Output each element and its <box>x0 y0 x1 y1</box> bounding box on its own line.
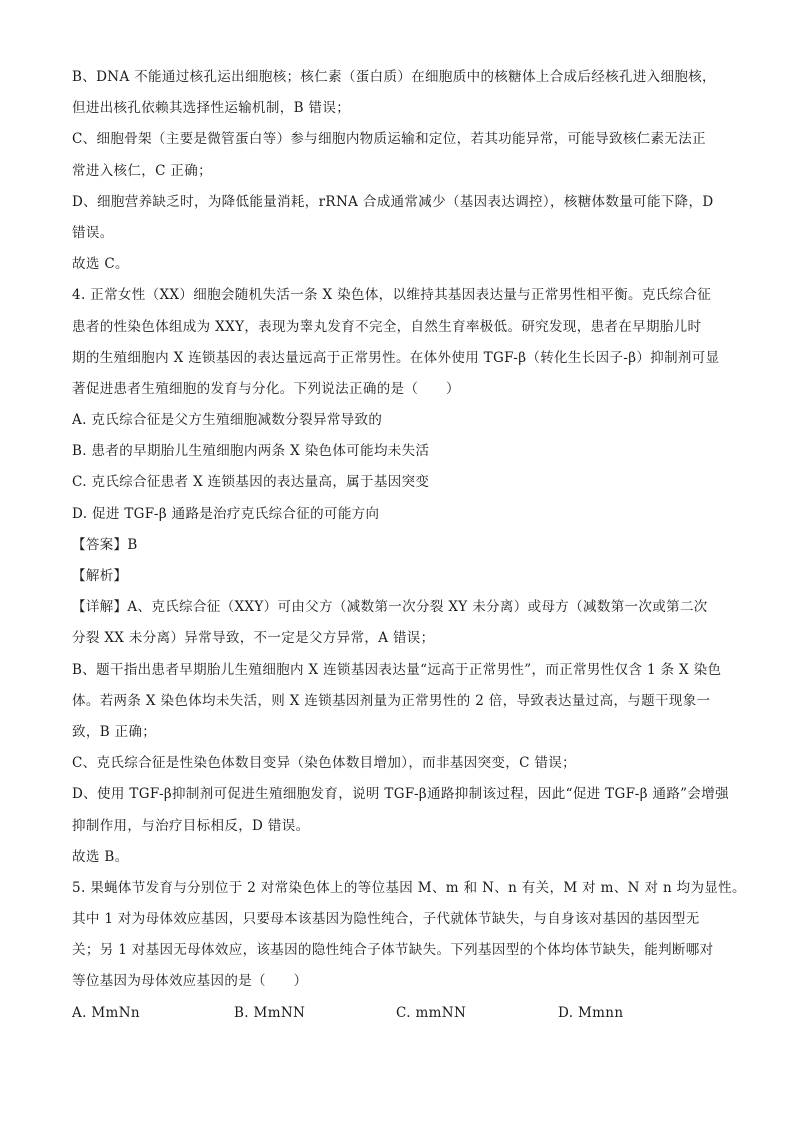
q5-options <box>72 998 722 1029</box>
q5-option-a: A. MmNn <box>72 1004 140 1021</box>
q4-stem-line-1: 4. 正常女性（XX）细胞会随机失活一条 X 染色体，以维持其基因表达量与正常男性相平衡。克氏综合征 <box>72 287 712 304</box>
q5-stem-line-3: 关；另 1 对基因无母体效应，该基因的隐性纯合子体节缺失。下列基因型的个体均体节缺失，能判断哪对 <box>72 942 714 959</box>
q4-option-b: B. 患者的早期胎儿生殖细胞内两条 X 染色体可能均未失活 <box>72 443 430 460</box>
q4-answer <box>72 530 722 561</box>
q4-option-b-explanation-line-3: 致，B 正确； <box>72 723 157 740</box>
q5-option-d: D. Mmnn <box>558 1004 624 1021</box>
answer-value: B <box>127 536 138 553</box>
q4-option-b-explanation-line-2: 体。若两条 X 染色体均未失活，则 X 连锁基因剂量为正常男性的 2 倍，导致表达量过高，与题干现象一 <box>72 692 711 709</box>
q4-detail-line-1 <box>72 592 722 623</box>
q5-option-b: B. MmNN <box>234 1004 306 1021</box>
q3-option-b-explanation-line-2: 但进出核孔依赖其选择性运输机制，B 错误； <box>72 100 351 117</box>
q3-option-b-explanation-line-1: B、DNA 不能通过核孔运出细胞核；核仁素（蛋白质）在细胞质中的核糖体上合成后经核孔进入细胞核， <box>72 69 716 85</box>
q4-option-c-explanation-line-1: C、克氏综合征是性染色体数目变异（染色体数目增加），而非基因突变，C 错误； <box>72 755 576 772</box>
q5-option-c: C. mmNN <box>396 1004 467 1021</box>
q3-option-c-explanation-line-1: C、细胞骨架（主要是微管蛋白等）参与细胞内物质运输和定位，若其功能异常，可能导致核仁素无法正 <box>72 131 706 148</box>
q4-option-a: A. 克氏综合征是父方生殖细胞减数分裂异常导致的 <box>72 412 383 429</box>
q4-option-d-explanation-line-1: D、使用 TGF-β抑制剂可促进生殖细胞发育，说明 TGF-β通路抑制该过程，因此“促进 TGF-β 通路”会增强 <box>72 786 729 803</box>
q4-option-d: D. 促进 TGF-β 通路是治疗克氏综合征的可能方向 <box>72 505 380 522</box>
q4-option-c: C. 克氏综合征患者 X 连锁基因的表达量高，属于基因突变 <box>72 474 430 491</box>
answer-tag: 【答案】 <box>72 536 128 553</box>
q3-option-c-explanation-line-2: 常进入核仁，C 正确； <box>72 162 212 179</box>
q4-conclusion: 故选 B。 <box>72 848 129 865</box>
q4-stem-line-2: 患者的性染色体组成为 XXY，表现为睾丸发育不完全，自然生育率极低。研究发现，患者在早期胎儿时 <box>72 318 702 335</box>
q4-stem-line-3: 期的生殖细胞内 X 连锁基因的表达量远高于正常男性。在体外使用 TGF-β（转化生长因子-β）抑制剂可显 <box>72 349 720 366</box>
q5-stem-line-1: 5. 果蝇体节发育与分别位于 2 对常染色体上的等位基因 M、m 和 N、n 有关，M 对 m、N 对 n 均为显性。 <box>72 879 746 896</box>
detail-tag: 【详解】 <box>72 599 128 616</box>
q4-analysis-heading: 【解析】 <box>72 568 128 584</box>
q3-option-d-explanation-line-2: 错误。 <box>72 224 114 241</box>
q4-option-b-explanation-line-1: B、题干指出患者早期胎儿生殖细胞内 X 连锁基因表达量“远高于正常男性”，而正常男性仅含 1 条 X 染色 <box>72 661 722 678</box>
q4-option-a-explanation-line-2: 分裂 XX 未分离）异常导致，不一定是父方异常，A 错误； <box>72 630 435 647</box>
q5-stem-line-4: 等位基因为母体效应基因的是（ ） <box>72 973 308 990</box>
q3-option-d-explanation-line-1: D、细胞营养缺乏时，为降低能量消耗，rRNA 合成通常减少（基因表达调控），核糖体数量可能下降，D <box>72 193 714 210</box>
q3-conclusion: 故选 C。 <box>72 256 129 273</box>
q5-stem-line-2: 其中 1 对为母体效应基因，只要母本该基因为隐性纯合，子代就体节缺失，与自身该对基因的基因型无 <box>72 911 700 928</box>
document-page <box>72 62 746 1029</box>
detail-option-a-line-1: A、克氏综合征（XXY）可由父方（减数第一次分裂 XY 未分离）或母方（减数第一次或第二次 <box>127 599 708 616</box>
q4-option-d-explanation-line-2: 抑制作用，与治疗目标相反，D 错误。 <box>72 817 310 834</box>
q4-stem-line-4: 著促进患者生殖细胞的发育与分化。下列说法正确的是（ ） <box>72 380 460 397</box>
